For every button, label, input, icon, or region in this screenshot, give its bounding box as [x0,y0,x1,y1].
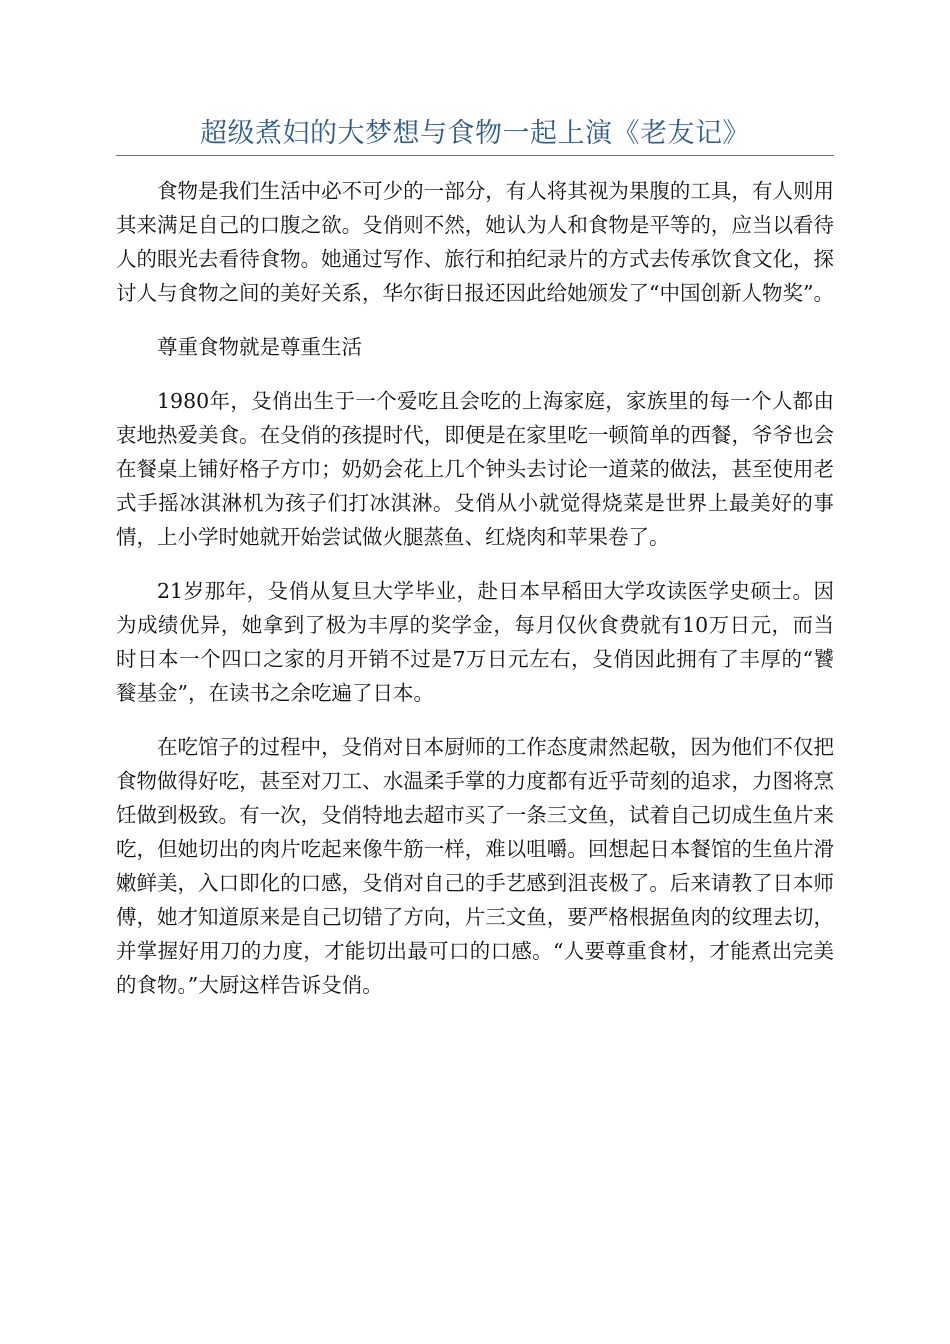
title-underline [116,155,834,156]
paragraph-chef-respect: 在吃馆子的过程中，殳俏对日本厨师的工作态度肃然起敬，因为他们不仅把食物做得好吃，甚至对刀工、水温柔手掌的力度都有近乎苛刻的追求，力图将烹饪做到极致。有一次，殳俏特地去超市买了一条三文鱼，试着自己切成生鱼片来吃，但她切出的肉片吃起来像牛筋一样，难以咀嚼。回想起日本餐馆的生鱼片滑嫩鲜美，入口即化的口感，殳俏对自己的手艺感到沮丧极了。后来请教了日本师傅，她才知道原来是自己切错了方向，片三文鱼，要严格根据鱼肉的纹理去切，并掌握好用刀的力度，才能切出最可口的口感。“人要尊重食材，才能煮出完美的食物。”大厨这样告诉殳俏。 [116,735,834,997]
document-body [116,174,834,1022]
section-heading: 尊重食物就是尊重生活 [157,335,362,359]
paragraph-japan-study: 21岁那年，殳俏从复旦大学毕业，赴日本早稻田大学攻读医学史硕士。因为成绩优异，她拿到了极为丰厚的奖学金，每月仅伙食费就有10万日元，而当时日本一个四口之家的月开销不过是7万日元左右，殳俏因此拥有了丰厚的“饕餮基金”，在读书之余吃遍了日本。 [116,579,834,705]
paragraph-childhood: 1980年，殳俏出生于一个爱吃且会吃的上海家庭，家族里的每一个人都由衷地热爱美食。在殳俏的孩提时代，即便是在家里吃一顿简单的西餐，爷爷也会在餐桌上铺好格子方巾；奶奶会花上几个钟头去讨论一道菜的做法，甚至使用老式手摇冰淇淋机为孩子们打冰淇淋。殳俏从小就觉得烧菜是世界上最美好的事情，上小学时她就开始尝试做火腿蒸鱼、红烧肉和苹果卷了。 [116,389,834,549]
document-title: 超级煮妇的大梦想与食物一起上演《老友记》 [200,118,750,149]
paragraph-intro: 食物是我们生活中必不可少的一部分，有人将其视为果腹的工具，有人则用其来满足自己的口腹之欲。殳俏则不然，她认为人和食物是平等的，应当以看待人的眼光去看待食物。她通过写作、旅行和拍纪录片的方式去传承饮食文化，探讨人与食物之间的美好关系，华尔街日报还因此给她颁发了“中国创新人物奖”。 [116,179,834,305]
